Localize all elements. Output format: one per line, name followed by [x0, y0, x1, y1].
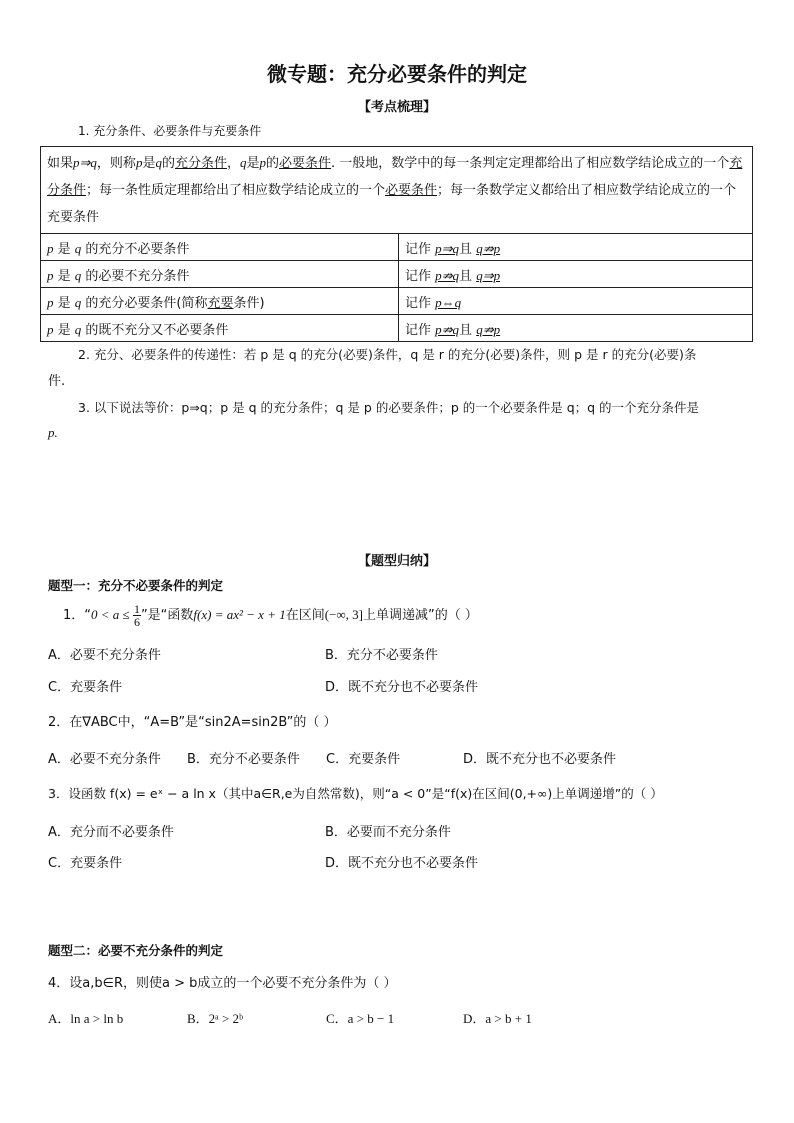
q3-option-c: C．充要条件: [48, 856, 123, 871]
q2-option-d: D．既不充分也不必要条件: [463, 752, 617, 767]
question-2-stem: 2．在∇ABC中，“A=B”是“sin2A=sin2B”的（ ）: [48, 715, 337, 730]
question-4-stem: 4．设a,b∈R，则使a > b成立的一个必要不充分条件为（ ）: [48, 976, 397, 991]
q4-option-b: B．2ᵃ > 2ᵇ: [187, 1011, 244, 1026]
q4-option-a: A．ln a > ln b: [48, 1011, 124, 1026]
type2-heading: 题型二：必要不充分条件的判定: [48, 943, 224, 958]
point1-title: 1. 充分条件、必要条件与充要条件: [78, 124, 262, 138]
section-heading-kaodian: 【考点梳理】: [357, 100, 436, 115]
q3-option-a: A．充分而不必要条件: [48, 825, 174, 840]
point3-line1: 3. 以下说法等价：p⇒q；p 是 q 的充分条件；q 是 p 的必要条件；p 的一个必要条件是 q；q 的一个充分条件是: [78, 400, 700, 415]
conditions-table: [40, 146, 753, 342]
q2-option-b: B．充分不必要条件: [187, 752, 300, 767]
q4-option-d: D．a > b + 1: [463, 1011, 532, 1026]
table-intro: 如果p⇒q，则称p是q的充分条件，q是p的必要条件. 一般地，数学中的每一条判定定理都给出了相应数学结论成立的一个充分条件；每一条性质定理都给出了相应数学结论成立的一个必要条件；每一条数学定义都给出了相应数学结论成立的一个充要条件: [41, 147, 753, 234]
section-heading-tixing: 【题型归纳】: [357, 554, 436, 569]
q2-option-a: A．必要不充分条件: [48, 752, 161, 767]
q3-option-d: D．既不充分也不必要条件: [325, 856, 479, 871]
q1-option-b: B．充分不必要条件: [325, 648, 438, 663]
point2-line2: 件.: [48, 374, 66, 389]
type1-heading: 题型一：充分不必要条件的判定: [48, 578, 224, 593]
table-row: p 是 q 的既不充分又不必要条件 记作 p⇏q且 q⇏p: [41, 315, 753, 342]
point2-line1: 2. 充分、必要条件的传递性：若 p 是 q 的充分(必要)条件，q 是 r 的充分(必要)条件，则 p 是 r 的充分(必要)条: [78, 347, 697, 362]
q4-option-c: C．a > b − 1: [326, 1011, 395, 1026]
table-row: p 是 q 的充分不必要条件 记作 p⇒q且 q⇏p: [41, 234, 753, 261]
q2-option-c: C．充要条件: [326, 752, 401, 767]
q3-option-b: B．必要而不充分条件: [325, 825, 451, 840]
page-title: 微专题：充分必要条件的判定: [267, 62, 527, 86]
q1-option-a: A．必要不充分条件: [48, 648, 161, 663]
point3-line2: p.: [48, 425, 58, 440]
table-row: p 是 q 的必要不充分条件 记作 p⇏q且 q⇒p: [41, 261, 753, 288]
q1-option-c: C．充要条件: [48, 680, 123, 695]
question-3-stem: 3．设函数 f(x) = eˣ − a ln x（其中a∈R,e为自然常数)，则“a < 0”是“f(x)在区间(0,+∞)上单调递增”的（ ）: [48, 786, 663, 801]
q1-option-d: D．既不充分也不必要条件: [325, 680, 479, 695]
fraction-one-sixth: $\frac{1}{6}$: [133, 602, 140, 629]
table-row: p 是 q 的充分必要条件(简称充要条件) 记作 p⇔q: [41, 288, 753, 315]
question-1-stem: 1．“0 < a ≤ $\frac{1}{6}$ ”是“函数f(x) = ax² − x + 1在区间(−∞, 3]上单调递减”的（ ）: [63, 602, 478, 629]
